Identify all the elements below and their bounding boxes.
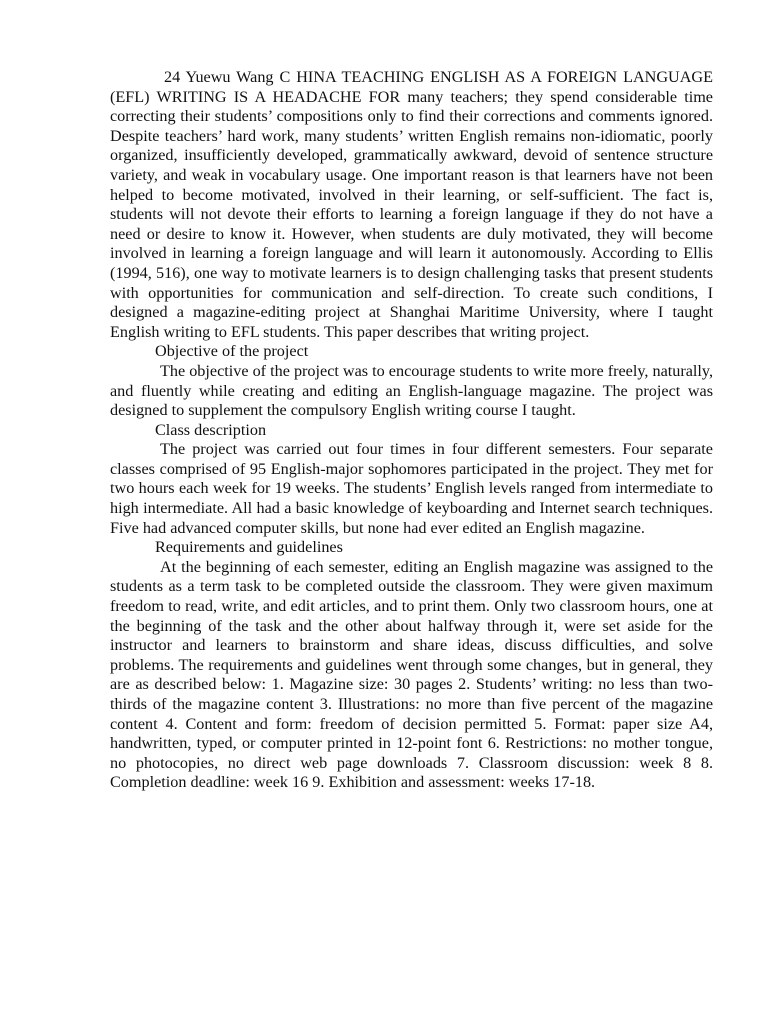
section-body-objective: The objective of the project was to encourage students to write more freely, naturally, and fluently while creating and editing an English-language magazine. The project was designed to supplement the compulsory English writing course I taught. xyxy=(110,361,714,420)
document-page xyxy=(110,68,713,793)
section-heading-requirements: Requirements and guidelines xyxy=(155,538,343,557)
intro-paragraph: 24 Yuewu Wang C HINA TEACHING ENGLISH AS A FOREIGN LANGUAGE (EFL) WRITING IS A HEADACHE FOR many teachers; they spend considerable time correcting their students’ compositions only to find their corrections and comments ignored. Despite teachers’ hard work, many students’ written English remains non-idiomatic, poorly organized, insufficiently developed, grammatically awkward, devoid of sentence structure variety, and weak in vocabulary usage. One important reason is that learners have not been helped to become motivated, involved in their learning, or self-sufficient. The fact is, students will not devote their efforts to learning a foreign language if they do not have a need or desire to know it. However, when students are duly motivated, they will become involved in learning a foreign language and will learn it autonomously. According to Ellis (1994, 516), one way to motivate learners is to design challenging tasks that present students with opportunities for communication and self-direction. To create such conditions, I designed a magazine-editing project at Shanghai Maritime University, where I taught English writing to EFL students. This paper describes that writing project. xyxy=(110,68,713,341)
section-heading-objective: Objective of the project xyxy=(155,342,309,361)
section-body-class-description: The project was carried out four times in four different semesters. Four separate classes comprised of 95 English-major sophomores participated in the project. They met for two hours each week for 19 weeks. The students’ English levels ranged from intermediate to high intermediate. All had a basic knowledge of keyboarding and Internet search techniques. Five had advanced computer skills, but none had ever edited an English magazine. xyxy=(110,440,713,537)
section-body-requirements: At the beginning of each semester, editing an English magazine was assigned to the students as a term task to be completed outside the classroom. They were given maximum freedom to read, write, and edit articles, and to print them. Only two classroom hours, one at the beginning of the task and the other about halfway through it, were set aside for the instructor and learners to brainstorm and share ideas, discuss difficulties, and solve problems. The requirements and guidelines went through some changes, but in general, they are as described below: 1. Magazine size: 30 pages 2. Students’ writing: no less than two-thirds of the magazine content 3. Illustrations: no more than five percent of the magazine content 4. Content and form: freedom of decision permitted 5. Format: paper size A4, handwritten, typed, or computer printed in 12-point font 6. Restrictions: no mother tongue, no photocopies, no direct web page downloads 7. Classroom discussion: week 8 8. Completion deadline: week 16 9. Exhibition and assessment: weeks 17-18. xyxy=(110,557,713,792)
section-heading-class-description: Class description xyxy=(155,420,267,439)
